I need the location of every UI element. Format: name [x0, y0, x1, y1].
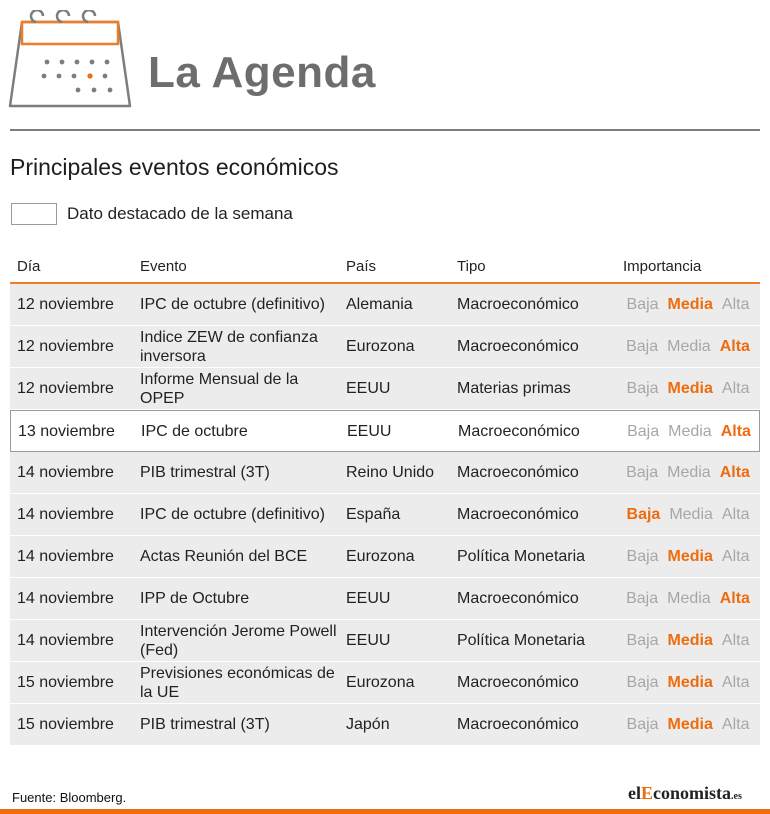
- legend-label: Dato destacado de la semana: [67, 204, 293, 223]
- legend-swatch: [11, 203, 57, 225]
- column-header-importancia: Importancia: [623, 258, 702, 275]
- cell-dia: 14 noviembre: [17, 506, 114, 523]
- cell-tipo: Macroeconómico: [458, 423, 580, 440]
- cell-dia: 14 noviembre: [17, 632, 114, 649]
- cell-importancia: [616, 704, 760, 745]
- cell-importancia: [616, 662, 760, 703]
- cell-tipo: Política Monetaria: [457, 632, 586, 649]
- brand-highlight: E: [641, 783, 654, 803]
- cell-evento: PIB trimestral (3T): [140, 716, 270, 733]
- column-header-tipo: Tipo: [457, 258, 486, 275]
- column-header-dia: Día: [17, 258, 41, 275]
- cell-tipo: Materias primas: [457, 380, 571, 397]
- table-row: [10, 578, 760, 620]
- cell-pais: Eurozona: [346, 548, 415, 565]
- header-divider: [10, 129, 760, 131]
- source-note: Fuente: Bloomberg.: [12, 790, 127, 805]
- cell-dia: 12 noviembre: [17, 296, 114, 313]
- brand-prefix: el: [628, 783, 641, 803]
- column-header-pais: País: [346, 258, 377, 275]
- importance-media: Media: [668, 423, 712, 440]
- importance-media: Media: [667, 632, 713, 649]
- cell-tipo: Macroeconómico: [457, 338, 579, 355]
- importance-alta: Alta: [721, 506, 750, 523]
- importance-baja: Baja: [626, 590, 659, 607]
- cell-importancia: [617, 411, 761, 452]
- table-row: [10, 368, 760, 410]
- cell-evento: IPC de octubre (definitivo): [140, 296, 325, 313]
- cell-importancia: [616, 326, 760, 367]
- cell-dia: 14 noviembre: [17, 548, 114, 565]
- table-row: [10, 620, 760, 662]
- cell-tipo: Macroeconómico: [457, 296, 579, 313]
- table-body: [10, 284, 760, 746]
- importance-baja: Baja: [626, 632, 659, 649]
- table-row: [10, 452, 760, 494]
- importance-alta: Alta: [721, 716, 750, 733]
- cell-pais: Japón: [346, 716, 390, 733]
- cell-pais: EEUU: [347, 423, 392, 440]
- cell-importancia: [616, 578, 760, 619]
- cell-pais: EEUU: [346, 380, 391, 397]
- page-title: La Agenda: [148, 48, 376, 97]
- header: [0, 0, 770, 130]
- cell-tipo: Macroeconómico: [457, 590, 579, 607]
- importance-baja: Baja: [626, 296, 659, 313]
- importance-baja: Baja: [626, 464, 659, 481]
- cell-dia: 12 noviembre: [17, 338, 114, 355]
- importance-baja: Baja: [626, 338, 659, 355]
- importance-alta: Alta: [721, 296, 750, 313]
- cell-importancia: [616, 368, 760, 409]
- cell-pais: España: [346, 506, 401, 523]
- events-table: [10, 248, 760, 746]
- cell-tipo: Macroeconómico: [457, 716, 579, 733]
- cell-dia: 14 noviembre: [17, 464, 114, 481]
- importance-alta: Alta: [721, 548, 750, 565]
- importance-media: Media: [667, 296, 713, 313]
- cell-evento: IPC de octubre: [141, 423, 248, 440]
- importance-alta: Alta: [719, 590, 750, 607]
- cell-tipo: Macroeconómico: [457, 464, 579, 481]
- cell-pais: Alemania: [346, 296, 413, 313]
- brand-rest: conomista: [653, 783, 732, 803]
- table-row: [10, 284, 760, 326]
- cell-evento: IPC de octubre (definitivo): [140, 506, 325, 523]
- importance-baja: Baja: [626, 674, 659, 691]
- cell-evento: Actas Reunión del BCE: [140, 548, 308, 565]
- importance-media: Media: [667, 548, 713, 565]
- importance-media: Media: [667, 380, 713, 397]
- cell-tipo: Macroeconómico: [457, 674, 579, 691]
- table-row: [10, 704, 760, 746]
- cell-tipo: Política Monetaria: [457, 548, 586, 565]
- column-header-evento: Evento: [140, 258, 187, 275]
- importance-media: Media: [667, 590, 711, 607]
- importance-media: Media: [667, 464, 711, 481]
- importance-alta: Alta: [721, 380, 750, 397]
- cell-evento: IPP de Octubre: [140, 590, 250, 607]
- cell-importancia: [616, 452, 760, 493]
- subtitle: Principales eventos económicos: [10, 154, 339, 180]
- table-row-highlighted: [10, 410, 760, 452]
- importance-media: Media: [669, 506, 713, 523]
- cell-importancia: [616, 494, 760, 535]
- cell-dia: 15 noviembre: [17, 674, 114, 691]
- cell-pais: EEUU: [346, 632, 391, 649]
- table-header: [10, 248, 760, 284]
- importance-baja: Baja: [626, 716, 659, 733]
- cell-evento: Intervención Jerome Powell (Fed): [140, 622, 337, 659]
- table-row: [10, 494, 760, 536]
- cell-importancia: [616, 536, 760, 577]
- importance-baja: Baja: [627, 423, 660, 440]
- cell-dia: 12 noviembre: [17, 380, 114, 397]
- cell-importancia: [616, 620, 760, 661]
- calendar-icon: [8, 10, 134, 112]
- brand-tld: .es: [731, 791, 742, 802]
- cell-pais: EEUU: [346, 590, 391, 607]
- table-row: [10, 536, 760, 578]
- table-row: [10, 326, 760, 368]
- importance-baja: Baja: [626, 548, 659, 565]
- importance-alta: Alta: [719, 464, 750, 481]
- cell-evento: PIB trimestral (3T): [140, 464, 270, 481]
- bottom-accent-bar: [0, 809, 770, 814]
- importance-baja: Baja: [626, 380, 659, 397]
- importance-alta: Alta: [719, 338, 750, 355]
- importance-baja: Baja: [626, 506, 661, 523]
- cell-evento: Informe Mensual de la OPEP: [140, 370, 299, 407]
- importance-media: Media: [667, 674, 713, 691]
- cell-tipo: Macroeconómico: [457, 506, 579, 523]
- cell-dia: 14 noviembre: [17, 590, 114, 607]
- table-row: [10, 662, 760, 704]
- cell-pais: Reino Unido: [346, 464, 435, 481]
- cell-evento: Previsiones económicas de la UE: [140, 664, 335, 701]
- cell-dia: 15 noviembre: [17, 716, 114, 733]
- importance-alta: Alta: [721, 632, 750, 649]
- brand-logo: [628, 783, 742, 804]
- importance-alta: Alta: [720, 423, 751, 440]
- importance-media: Media: [667, 338, 711, 355]
- importance-alta: Alta: [721, 674, 750, 691]
- cell-pais: Eurozona: [346, 338, 415, 355]
- cell-importancia: [616, 284, 760, 325]
- cell-evento: Indice ZEW de confianza inversora: [140, 328, 318, 365]
- cell-pais: Eurozona: [346, 674, 415, 691]
- cell-dia: 13 noviembre: [18, 423, 115, 440]
- importance-media: Media: [667, 716, 713, 733]
